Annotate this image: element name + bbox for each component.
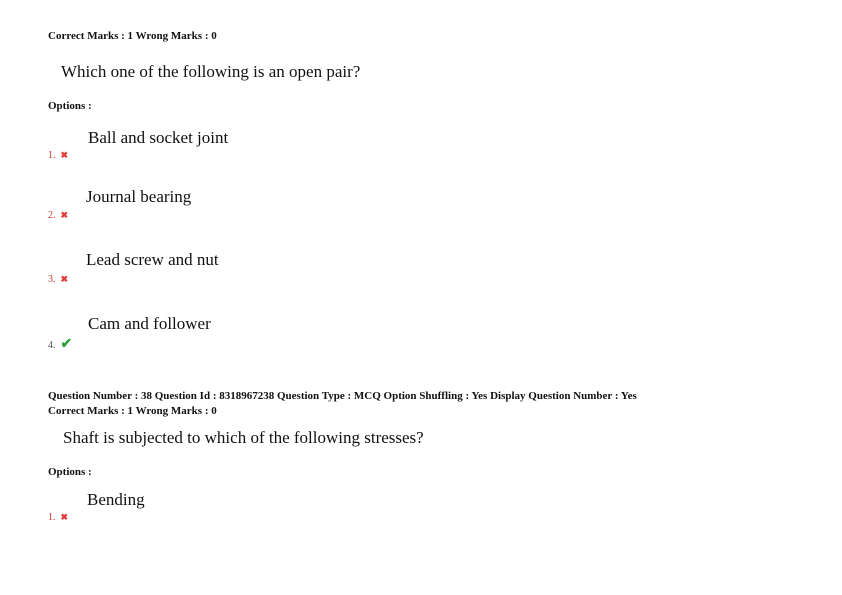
q2-info-line: Question Number : 38 Question Id : 8318967238 Question Type : MCQ Option Shuffling : Yes Display Question Number : Yes (48, 390, 637, 402)
q2-option-1-number (48, 512, 68, 523)
check-icon: ✔ (60, 337, 73, 352)
cross-icon: ✖ (60, 512, 69, 522)
cross-icon: ✖ (60, 210, 69, 220)
option-number: 1. (48, 150, 56, 161)
option-number: 1. (48, 512, 56, 523)
q2-marks-line: Correct Marks : 1 Wrong Marks : 0 (48, 405, 217, 417)
option-number: 3. (48, 274, 56, 285)
q1-option-4-number (48, 336, 72, 353)
cross-icon: ✖ (60, 150, 69, 160)
q1-option-2-text: Journal bearing (86, 187, 192, 206)
option-number: 2. (48, 210, 56, 221)
q1-option-1-text: Ball and socket joint (88, 128, 229, 147)
q1-option-1-number (48, 150, 68, 161)
q1-option-4-text: Cam and follower (88, 314, 211, 333)
cross-icon: ✖ (60, 274, 69, 284)
option-number: 4. (48, 340, 56, 351)
q2-options-label: Options : (48, 466, 92, 478)
q1-option-3-text: Lead screw and nut (86, 250, 219, 269)
q1-marks-line: Correct Marks : 1 Wrong Marks : 0 (48, 30, 217, 42)
q1-question-text: Which one of the following is an open pair? (61, 62, 361, 81)
q2-option-1-text: Bending (87, 490, 145, 509)
q1-option-2-number (48, 210, 68, 221)
q2-question-text: Shaft is subjected to which of the following stresses? (63, 428, 424, 447)
q1-options-label: Options : (48, 100, 92, 112)
q1-option-3-number (48, 274, 68, 285)
